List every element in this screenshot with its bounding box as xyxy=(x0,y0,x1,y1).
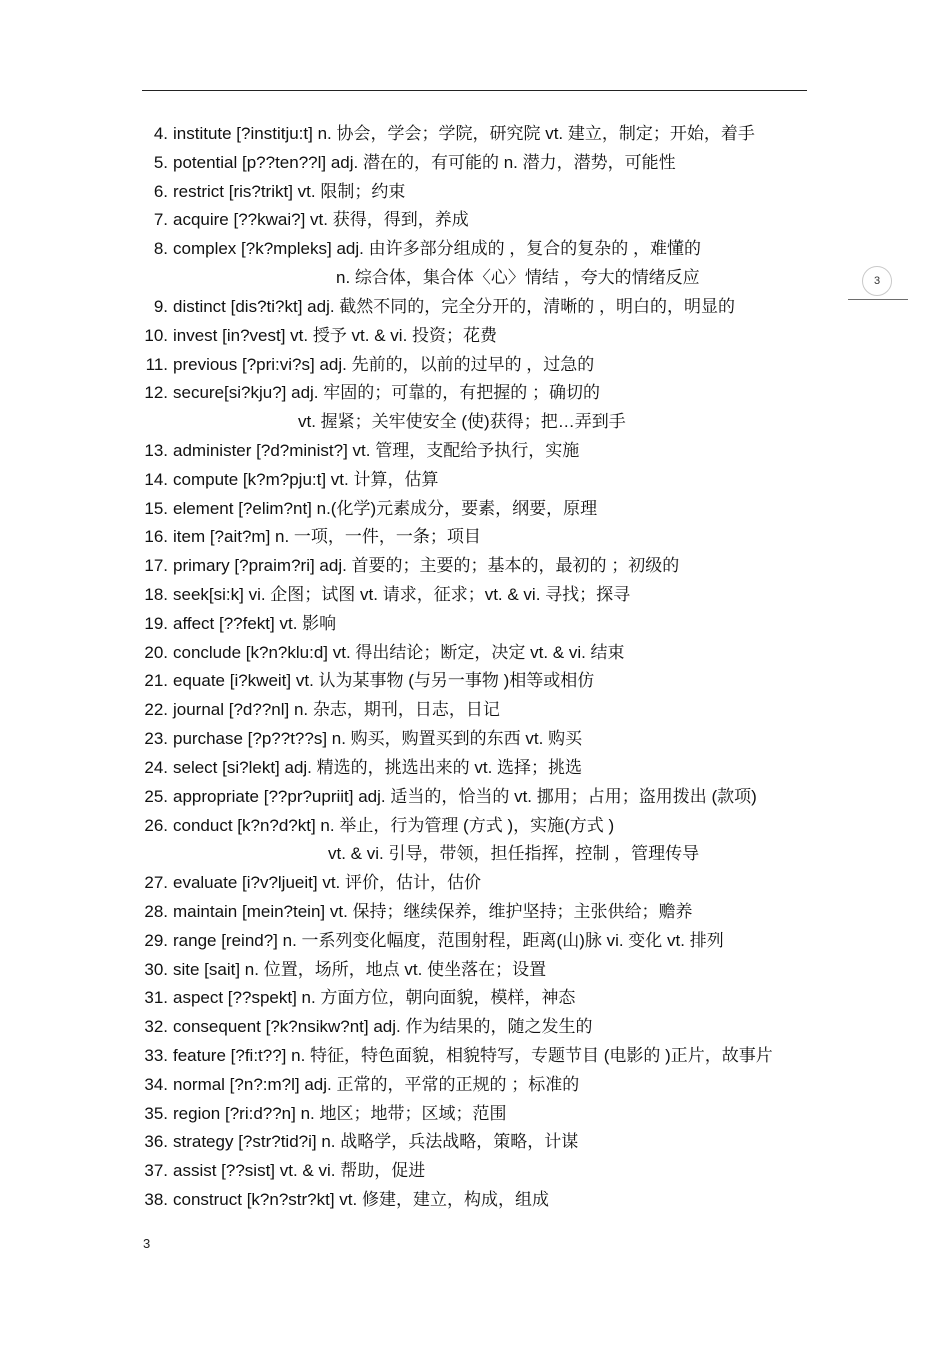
entry-line xyxy=(0,869,950,898)
entry-line xyxy=(0,898,950,927)
entry-definition: maintain [mein?tein] vt. 保持；继续保养，维护坚持；主张供给；赡养 xyxy=(173,901,693,921)
entry-number: 26. xyxy=(144,815,168,835)
entry-definition: compute [k?m?pju:t] vt. 计算，估算 xyxy=(173,469,439,489)
entry-line xyxy=(0,351,950,380)
entry-definition: distinct [dis?ti?kt] adj. 截然不同的，完全分开的，清晰的 ，明白的，明显的 xyxy=(173,296,736,316)
entry-line xyxy=(0,1157,950,1186)
entry-number: 12. xyxy=(144,383,168,403)
entry-line xyxy=(0,149,950,178)
entry-line xyxy=(0,437,950,466)
entry-definition: n. 综合体，集合体〈心〉情结 ，夸大的情绪反应 xyxy=(336,268,700,288)
entry-number: 28. xyxy=(144,901,168,921)
entry-line xyxy=(0,178,950,207)
entry-line xyxy=(0,639,950,668)
entry-line xyxy=(0,1071,950,1100)
entry-definition: normal [?n?:m?l] adj. 正常的，平常的正规的 ；标准的 xyxy=(173,1074,580,1094)
footer-page-number: 3 xyxy=(143,1236,151,1251)
entry-number: 32. xyxy=(144,1017,168,1037)
entry-number: 29. xyxy=(144,930,168,950)
entry-definition: journal [?d??nl] n. 杂志，期刊，日志，日记 xyxy=(173,700,500,720)
entry-number: 38. xyxy=(144,1190,168,1210)
entry-line xyxy=(0,206,950,235)
entry-line xyxy=(0,667,950,696)
entry-definition: construct [k?n?str?kt] vt. 修建，建立，构成，组成 xyxy=(173,1190,549,1210)
entry-number: 6. xyxy=(153,181,168,201)
entry-definition: item [?ait?m] n. 一项，一件，一条；项目 xyxy=(173,527,481,547)
entry-definition: affect [??fekt] vt. 影响 xyxy=(173,613,337,633)
entry-definition: primary [?praim?ri] adj. 首要的；主要的；基本的，最初的 ；初级的 xyxy=(173,556,680,576)
entry-line xyxy=(0,1128,950,1157)
entry-line xyxy=(0,495,950,524)
entry-definition: equate [i?kweit] vt. 认为某事物 (与另一事物 )相等或相仿 xyxy=(173,671,595,691)
entry-definition: seek[si:k] vi. 企图；试图 vt. 请求，征求；vt. & vi. 寻找；探寻 xyxy=(173,585,631,604)
entry-number: 10. xyxy=(144,325,168,345)
header-rule xyxy=(142,90,807,91)
entry-number: 11. xyxy=(145,354,168,374)
entry-definition: secure[si?kju?] adj. 牢固的；可靠的，有把握的 ；确切的 xyxy=(173,383,600,403)
entry-number: 23. xyxy=(144,729,168,749)
entry-number: 13. xyxy=(144,440,168,460)
entry-line xyxy=(0,235,950,264)
entry-continuation-line xyxy=(0,840,950,869)
entry-line xyxy=(0,1100,950,1129)
entry-definition: appropriate [??pr?upriit] adj. 适当的，恰当的 vt. 挪用；占用；盗用拨出 (款项) xyxy=(173,786,757,806)
entry-number: 19. xyxy=(144,613,168,633)
entry-definition: element [?elim?nt] n.(化学)元素成分，要素，纲要，原理 xyxy=(173,498,598,518)
entry-definition: invest [in?vest] vt. 授予 vt. & vi. 投资；花费 xyxy=(173,325,498,345)
entry-definition: range [reind?] n. 一系列变化幅度，范围射程，距离(山)脉 vi. 变化 vt. 排列 xyxy=(173,930,724,950)
entry-number: 35. xyxy=(144,1103,168,1123)
entry-line xyxy=(0,783,950,812)
entry-line xyxy=(0,754,950,783)
entry-definition: previous [?pri:vi?s] adj. 先前的，以前的过早的 ，过急的 xyxy=(173,354,595,374)
entry-definition: vt. 握紧；关牢使安全 (使)获得；把…弄到手 xyxy=(298,412,626,432)
entry-definition: strategy [?str?tid?i] n. 战略学，兵法战略，策略，计谋 xyxy=(173,1132,579,1152)
entry-number: 8. xyxy=(153,239,168,259)
entry-number: 15. xyxy=(144,498,168,518)
entry-number: 27. xyxy=(144,873,168,893)
entry-continuation-line xyxy=(0,408,950,437)
entry-line xyxy=(0,725,950,754)
entry-line xyxy=(0,322,950,351)
entry-definition: purchase [?p??t??s] n. 购买，购置买到的东西 vt. 购买 xyxy=(173,729,583,749)
entry-definition: conclude [k?n?klu:d] vt. 得出结论；断定，决定 vt. & vi. 结束 xyxy=(173,642,625,662)
entry-number: 9. xyxy=(153,296,168,316)
page-number-badge: 3 xyxy=(862,266,892,296)
entry-line xyxy=(0,379,950,408)
entry-number: 20. xyxy=(144,642,168,662)
entry-number: 4. xyxy=(153,124,168,143)
entry-continuation-line xyxy=(0,264,950,293)
entry-number: 21. xyxy=(144,671,168,691)
entry-definition: evaluate [i?v?ljueit] vt. 评价，估计，估价 xyxy=(173,873,481,893)
entry-definition: consequent [?k?nsikw?nt] adj. 作为结果的，随之发生的 xyxy=(173,1017,593,1037)
entry-definition: conduct [k?n?d?kt] n. 举止，行为管理 (方式 )，实施(方式 ) xyxy=(173,815,615,835)
entry-line xyxy=(0,1013,950,1042)
entry-definition: feature [?fi:t??] n. 特征，特色面貌，相貌特写，专题节目 (电影的 )正片，故事片 xyxy=(173,1046,773,1065)
entry-definition: acquire [??kwai?] vt. 获得，得到，养成 xyxy=(173,210,469,230)
entry-definition: select [si?lekt] adj. 精选的，挑选出来的 vt. 选择；挑选 xyxy=(173,757,583,777)
entry-line xyxy=(0,812,950,841)
entry-number: 17. xyxy=(144,556,168,576)
entry-number: 22. xyxy=(144,700,168,720)
entry-line xyxy=(0,552,950,581)
entry-number: 5. xyxy=(153,152,168,172)
entry-line xyxy=(0,927,950,956)
entry-definition: site [sait] n. 位置，场所，地点 vt. 使坐落在；设置 xyxy=(173,959,547,979)
entry-number: 37. xyxy=(144,1161,168,1181)
entry-definition: region [?ri:d??n] n. 地区；地带；区域；范围 xyxy=(173,1103,507,1123)
entry-definition: vt. & vi. 引导，带领，担任指挥，控制 ，管理传导 xyxy=(328,844,700,864)
entry-line xyxy=(0,120,950,149)
entry-line xyxy=(0,1186,950,1215)
entry-definition: institute [?institju:t] n. 协会，学会；学院，研究院 vt. 建立，制定；开始，着手 xyxy=(173,124,755,143)
entry-definition: assist [??sist] vt. & vi. 帮助，促进 xyxy=(173,1161,426,1181)
entry-number: 30. xyxy=(144,959,168,979)
entry-number: 36. xyxy=(144,1132,168,1152)
entry-definition: potential [p??ten??l] adj. 潜在的，有可能的 n. 潜力，潜势，可能性 xyxy=(173,152,676,172)
entry-number: 31. xyxy=(144,988,168,1008)
entry-line xyxy=(0,523,950,552)
entry-definition: aspect [??spekt] n. 方面方位，朝向面貌，模样，神态 xyxy=(173,988,576,1008)
entry-line xyxy=(0,956,950,985)
entry-line xyxy=(0,581,950,610)
entry-definition: administer [?d?minist?] vt. 管理，支配给予执行，实施 xyxy=(173,440,580,460)
entry-number: 33. xyxy=(144,1046,168,1065)
entry-line xyxy=(0,610,950,639)
vocabulary-list xyxy=(0,120,950,1215)
entry-line xyxy=(0,1042,950,1071)
entry-number: 16. xyxy=(144,527,168,547)
entry-number: 7. xyxy=(153,210,168,230)
entry-line xyxy=(0,466,950,495)
entry-line xyxy=(0,696,950,725)
entry-definition: restrict [ris?trikt] vt. 限制；约束 xyxy=(173,181,406,201)
entry-number: 14. xyxy=(144,469,168,489)
entry-line xyxy=(0,984,950,1013)
entry-number: 34. xyxy=(144,1074,168,1094)
entry-line xyxy=(0,293,950,322)
entry-number: 25. xyxy=(144,786,168,806)
entry-number: 24. xyxy=(144,757,168,777)
badge-rule xyxy=(848,299,908,300)
entry-definition: complex [?k?mpleks] adj. 由许多部分组成的 ，复合的复杂的 ，难懂的 xyxy=(173,239,702,259)
entry-number: 18. xyxy=(144,585,168,604)
